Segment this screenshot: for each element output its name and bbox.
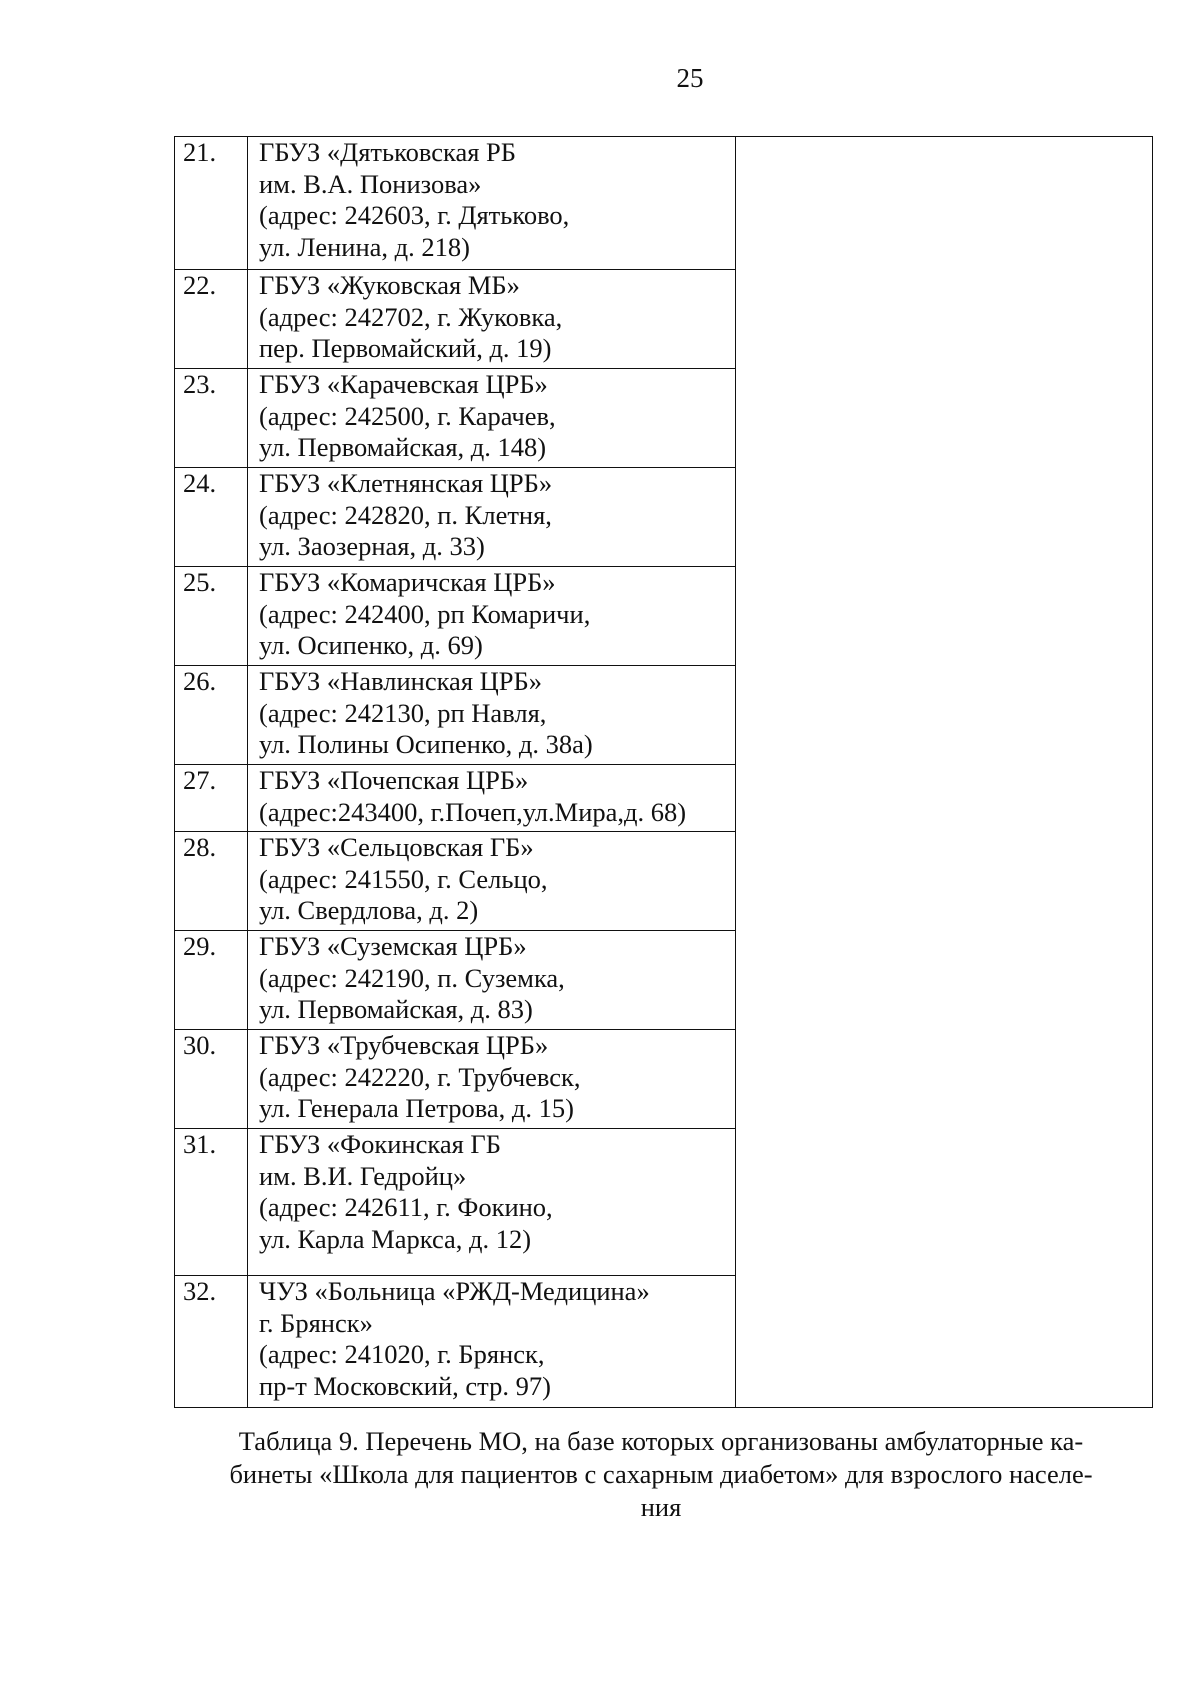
medical-organizations-table: [174, 136, 1153, 1408]
organization-line: ГБУЗ «Клетнянская ЦРБ»: [259, 468, 553, 498]
row-number: 25.: [175, 567, 248, 666]
organization-line: (адрес: 242603, г. Дятьково,: [259, 200, 570, 230]
row-number: 26.: [175, 666, 248, 765]
organization-line: пр-т Московский, стр. 97): [259, 1370, 551, 1401]
row-number: 22.: [175, 270, 248, 369]
organization-line: им. В.И. Гедройц»: [259, 1160, 467, 1191]
caption-line: бинеты «Школа для пациентов с сахарным диабетом» для взрослого населе-: [229, 1459, 1093, 1489]
row-number: 21.: [175, 137, 248, 270]
organization-cell: [248, 567, 736, 666]
row-number: 30.: [175, 1030, 248, 1129]
organization-line: ул. Полины Осипенко, д. 38а): [259, 729, 593, 759]
organization-cell: [248, 1030, 736, 1129]
organization-line: ГБУЗ «Навлинская ЦРБ»: [259, 666, 542, 696]
organization-line: ул. Первомайская, д. 148): [259, 432, 547, 462]
organization-line: ГБУЗ «Комаричская ЦРБ»: [259, 567, 556, 597]
organization-line: (адрес: 242611, г. Фокино,: [259, 1192, 553, 1222]
organization-line: ул. Заозерная, д. 33): [259, 531, 485, 561]
organization-line: ул. Свердлова, д. 2): [259, 895, 479, 925]
organization-line: (адрес: 242702, г. Жуковка,: [259, 301, 563, 332]
organization-cell: [248, 765, 736, 832]
organization-line: (адрес: 241550, г. Сельцо,: [259, 863, 548, 894]
organization-line: ГБУЗ «Дятьковская РБ: [259, 137, 517, 167]
organization-cell: [248, 1129, 736, 1276]
row-number: 31.: [175, 1129, 248, 1276]
organization-line: (адрес: 242130, рп Навля,: [259, 697, 547, 728]
organization-cell: [248, 369, 736, 468]
organization-line: им. В.А. Понизова»: [259, 168, 482, 199]
row-number: 24.: [175, 468, 248, 567]
organization-line: (адрес: 242500, г. Карачев,: [259, 400, 556, 431]
organization-line: ул. Генерала Петрова, д. 15): [259, 1093, 574, 1123]
organization-line: ЧУЗ «Больница «РЖД-Медицина»: [259, 1276, 650, 1306]
organization-line: ГБУЗ «Фокинская ГБ: [259, 1129, 501, 1159]
organization-cell: [248, 270, 736, 369]
organization-line: (адрес: 242190, п. Суземка,: [259, 962, 565, 993]
empty-column-cell: [736, 137, 1153, 1408]
page-number: 25: [676, 63, 704, 93]
row-number: 32.: [175, 1276, 248, 1408]
organization-cell: [248, 931, 736, 1030]
organization-line: (адрес: 241020, г. Брянск,: [259, 1339, 545, 1369]
organization-line: ГБУЗ «Почепская ЦРБ»: [259, 765, 529, 795]
table-body: [175, 137, 1153, 1408]
organization-line: (адрес: 242400, рп Комаричи,: [259, 598, 591, 629]
organization-line: ГБУЗ «Сельцовская ГБ»: [259, 832, 534, 862]
table-9-caption: [196, 1425, 1126, 1524]
organization-line: пер. Первомайский, д. 19): [259, 333, 552, 363]
organization-cell: [248, 832, 736, 931]
caption-line: Таблица 9. Перечень МО, на базе которых организованы амбулаторные ка-: [238, 1426, 1084, 1456]
organization-line: (адрес: 242220, г. Трубчевск,: [259, 1061, 581, 1092]
organization-line: ГБУЗ «Жуковская МБ»: [259, 270, 520, 300]
organization-line: (адрес: 242820, п. Клетня,: [259, 499, 552, 530]
organization-line: ул. Первомайская, д. 83): [259, 994, 533, 1024]
organization-line: ул. Карла Маркса, д. 12): [259, 1223, 532, 1254]
row-number: 28.: [175, 832, 248, 931]
organization-cell: [248, 1276, 736, 1408]
organization-line: ГБУЗ «Суземская ЦРБ»: [259, 931, 527, 961]
organization-line: ул. Осипенко, д. 69): [259, 630, 483, 660]
row-number: 29.: [175, 931, 248, 1030]
organization-line: ГБУЗ «Трубчевская ЦРБ»: [259, 1030, 549, 1060]
row-number: 27.: [175, 765, 248, 832]
table-row: [175, 137, 1153, 270]
organization-line: (адрес:243400, г.Почеп,ул.Мира,д. 68): [259, 796, 687, 827]
organization-cell: [248, 468, 736, 567]
organization-cell: [248, 137, 736, 270]
caption-line: ния: [640, 1492, 682, 1522]
organization-cell: [248, 666, 736, 765]
organization-line: ул. Ленина, д. 218): [259, 231, 470, 262]
row-number: 23.: [175, 369, 248, 468]
organization-line: ГБУЗ «Карачевская ЦРБ»: [259, 369, 548, 399]
organization-line: г. Брянск»: [259, 1307, 373, 1338]
